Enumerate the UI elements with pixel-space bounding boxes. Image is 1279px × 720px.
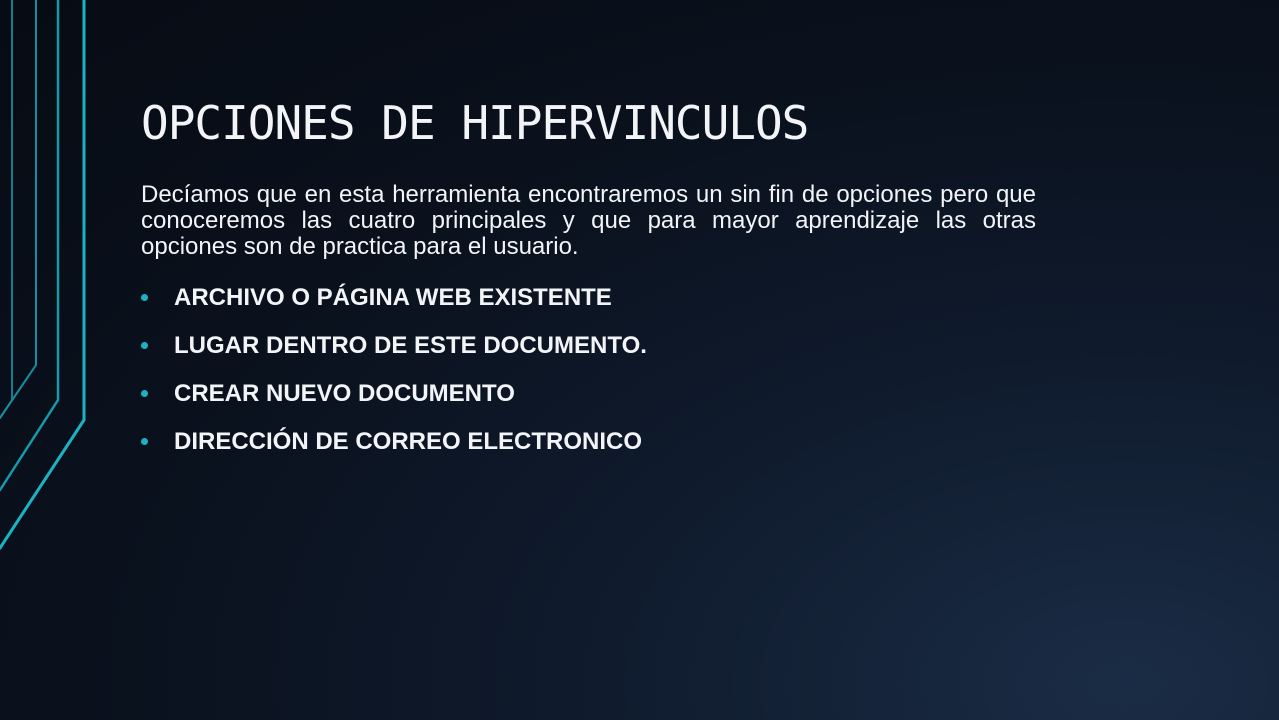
bullet-dot-icon [141, 342, 148, 349]
bullet-dot-icon [141, 294, 148, 301]
bullet-text: DIRECCIÓN DE CORREO ELECTRONICO [174, 428, 643, 455]
bullet-item [141, 280, 1041, 328]
bullet-text: ARCHIVO O PÁGINA WEB EXISTENTE [174, 284, 612, 311]
intro-paragraph: Decíamos que en esta herramienta encontraremos un sin fin de opciones pero que conoceremos las cuatro principales y que para mayor aprendizaje las otras opciones son de practica para el usuario. [141, 181, 1036, 260]
bullet-item [141, 424, 1041, 472]
slide-title: OPCIONES DE HIPERVINCULOS [141, 96, 809, 150]
bullet-item [141, 376, 1041, 424]
bullet-text: LUGAR DENTRO DE ESTE DOCUMENTO. [174, 332, 647, 359]
bullet-dot-icon [141, 438, 148, 445]
bullet-dot-icon [141, 390, 148, 397]
bullet-text: CREAR NUEVO DOCUMENTO [174, 380, 515, 407]
bullet-item [141, 328, 1041, 376]
bullet-list [141, 280, 1041, 472]
